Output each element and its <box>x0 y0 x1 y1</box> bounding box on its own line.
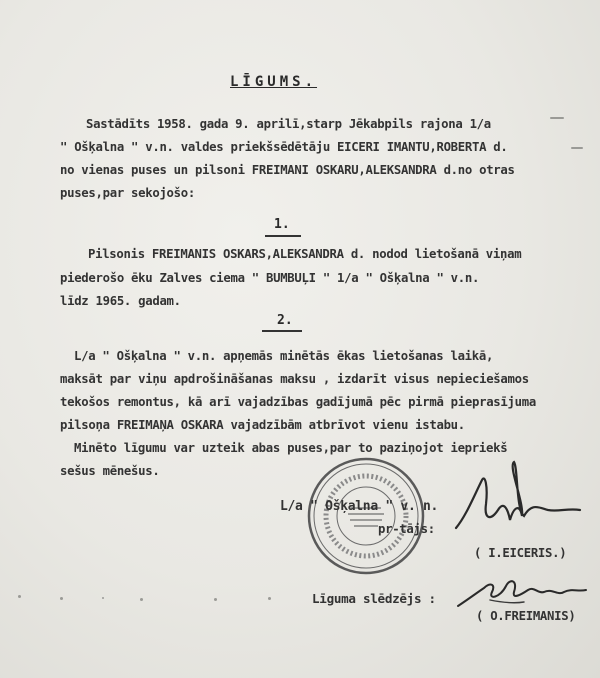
intro-line-2: " Ošķalna " v.n. valdes priekšsēdētāju EICERI IMANTU,ROBERTA d. <box>60 140 508 154</box>
scan-speck <box>18 595 21 598</box>
section-2-line-3: tekošos remontus, kā arī vajadzības gadījumā pēc pirmā pieprasījuma <box>60 395 536 409</box>
intro-line-4: puses,par sekojošo: <box>60 186 195 200</box>
section-2-number: 2. <box>277 313 293 328</box>
document-title: LĪGUMS. <box>230 74 318 90</box>
chair-label: pr-tājs: <box>378 522 435 536</box>
section-1-line-2: piederošo ēku Zalves ciema " BUMBUĻI " 1/a " Ošķalna " v.n. <box>60 271 480 285</box>
scan-speck <box>102 597 104 599</box>
organization-stamp <box>306 456 426 576</box>
section-2-line-1: L/a " Ošķalna " v.n. apņemās minētās ēkas lietošanas laikā, <box>74 349 494 363</box>
chair-name: ( I.EICERIS.) <box>474 546 567 560</box>
scan-mark <box>550 117 564 119</box>
signature-org-line: L/a " Ošķalna " v. n. <box>280 499 439 514</box>
section-1-line-1: Pilsonis FREIMANIS OSKARS,ALEKSANDRA d. nodod lietošanā viņam <box>88 247 522 261</box>
section-2-line-5: Minēto līgumu var uzteik abas puses,par to paziņojot iepriekš <box>74 441 508 455</box>
chair-signature <box>452 460 584 540</box>
scan-speck <box>140 598 143 601</box>
scan-speck <box>60 597 63 600</box>
section-2-line-4: pilsoņa FREIMAŅA OSKARA vajadzībām atbrīvot vienu istabu. <box>60 418 465 432</box>
scan-mark <box>571 147 583 149</box>
scan-speck <box>214 598 217 601</box>
contractor-signature <box>452 572 592 614</box>
contractor-name: ( O.FREIMANIS) <box>476 609 576 623</box>
section-2-line-6: sešus mēnešus. <box>60 464 160 478</box>
contractor-label: Līguma slēdzējs : <box>312 591 436 606</box>
section-1-line-3: līdz 1965. gadam. <box>60 294 181 308</box>
section-1-number: 1. <box>274 217 290 232</box>
intro-line-3: no vienas puses un pilsoni FREIMANI OSKARU,ALEKSANDRA d.no otras <box>60 163 515 177</box>
section-2-underline <box>262 330 302 332</box>
section-1-underline <box>265 235 301 237</box>
section-2-line-2: maksāt par viņu apdrošināšanas maksu , izdarīt visus nepieciešamos <box>60 372 529 386</box>
scan-speck <box>268 597 271 600</box>
intro-line-1: Sastādīts 1958. gada 9. aprilī,starp Jēkabpils rajona 1/a <box>86 117 491 131</box>
